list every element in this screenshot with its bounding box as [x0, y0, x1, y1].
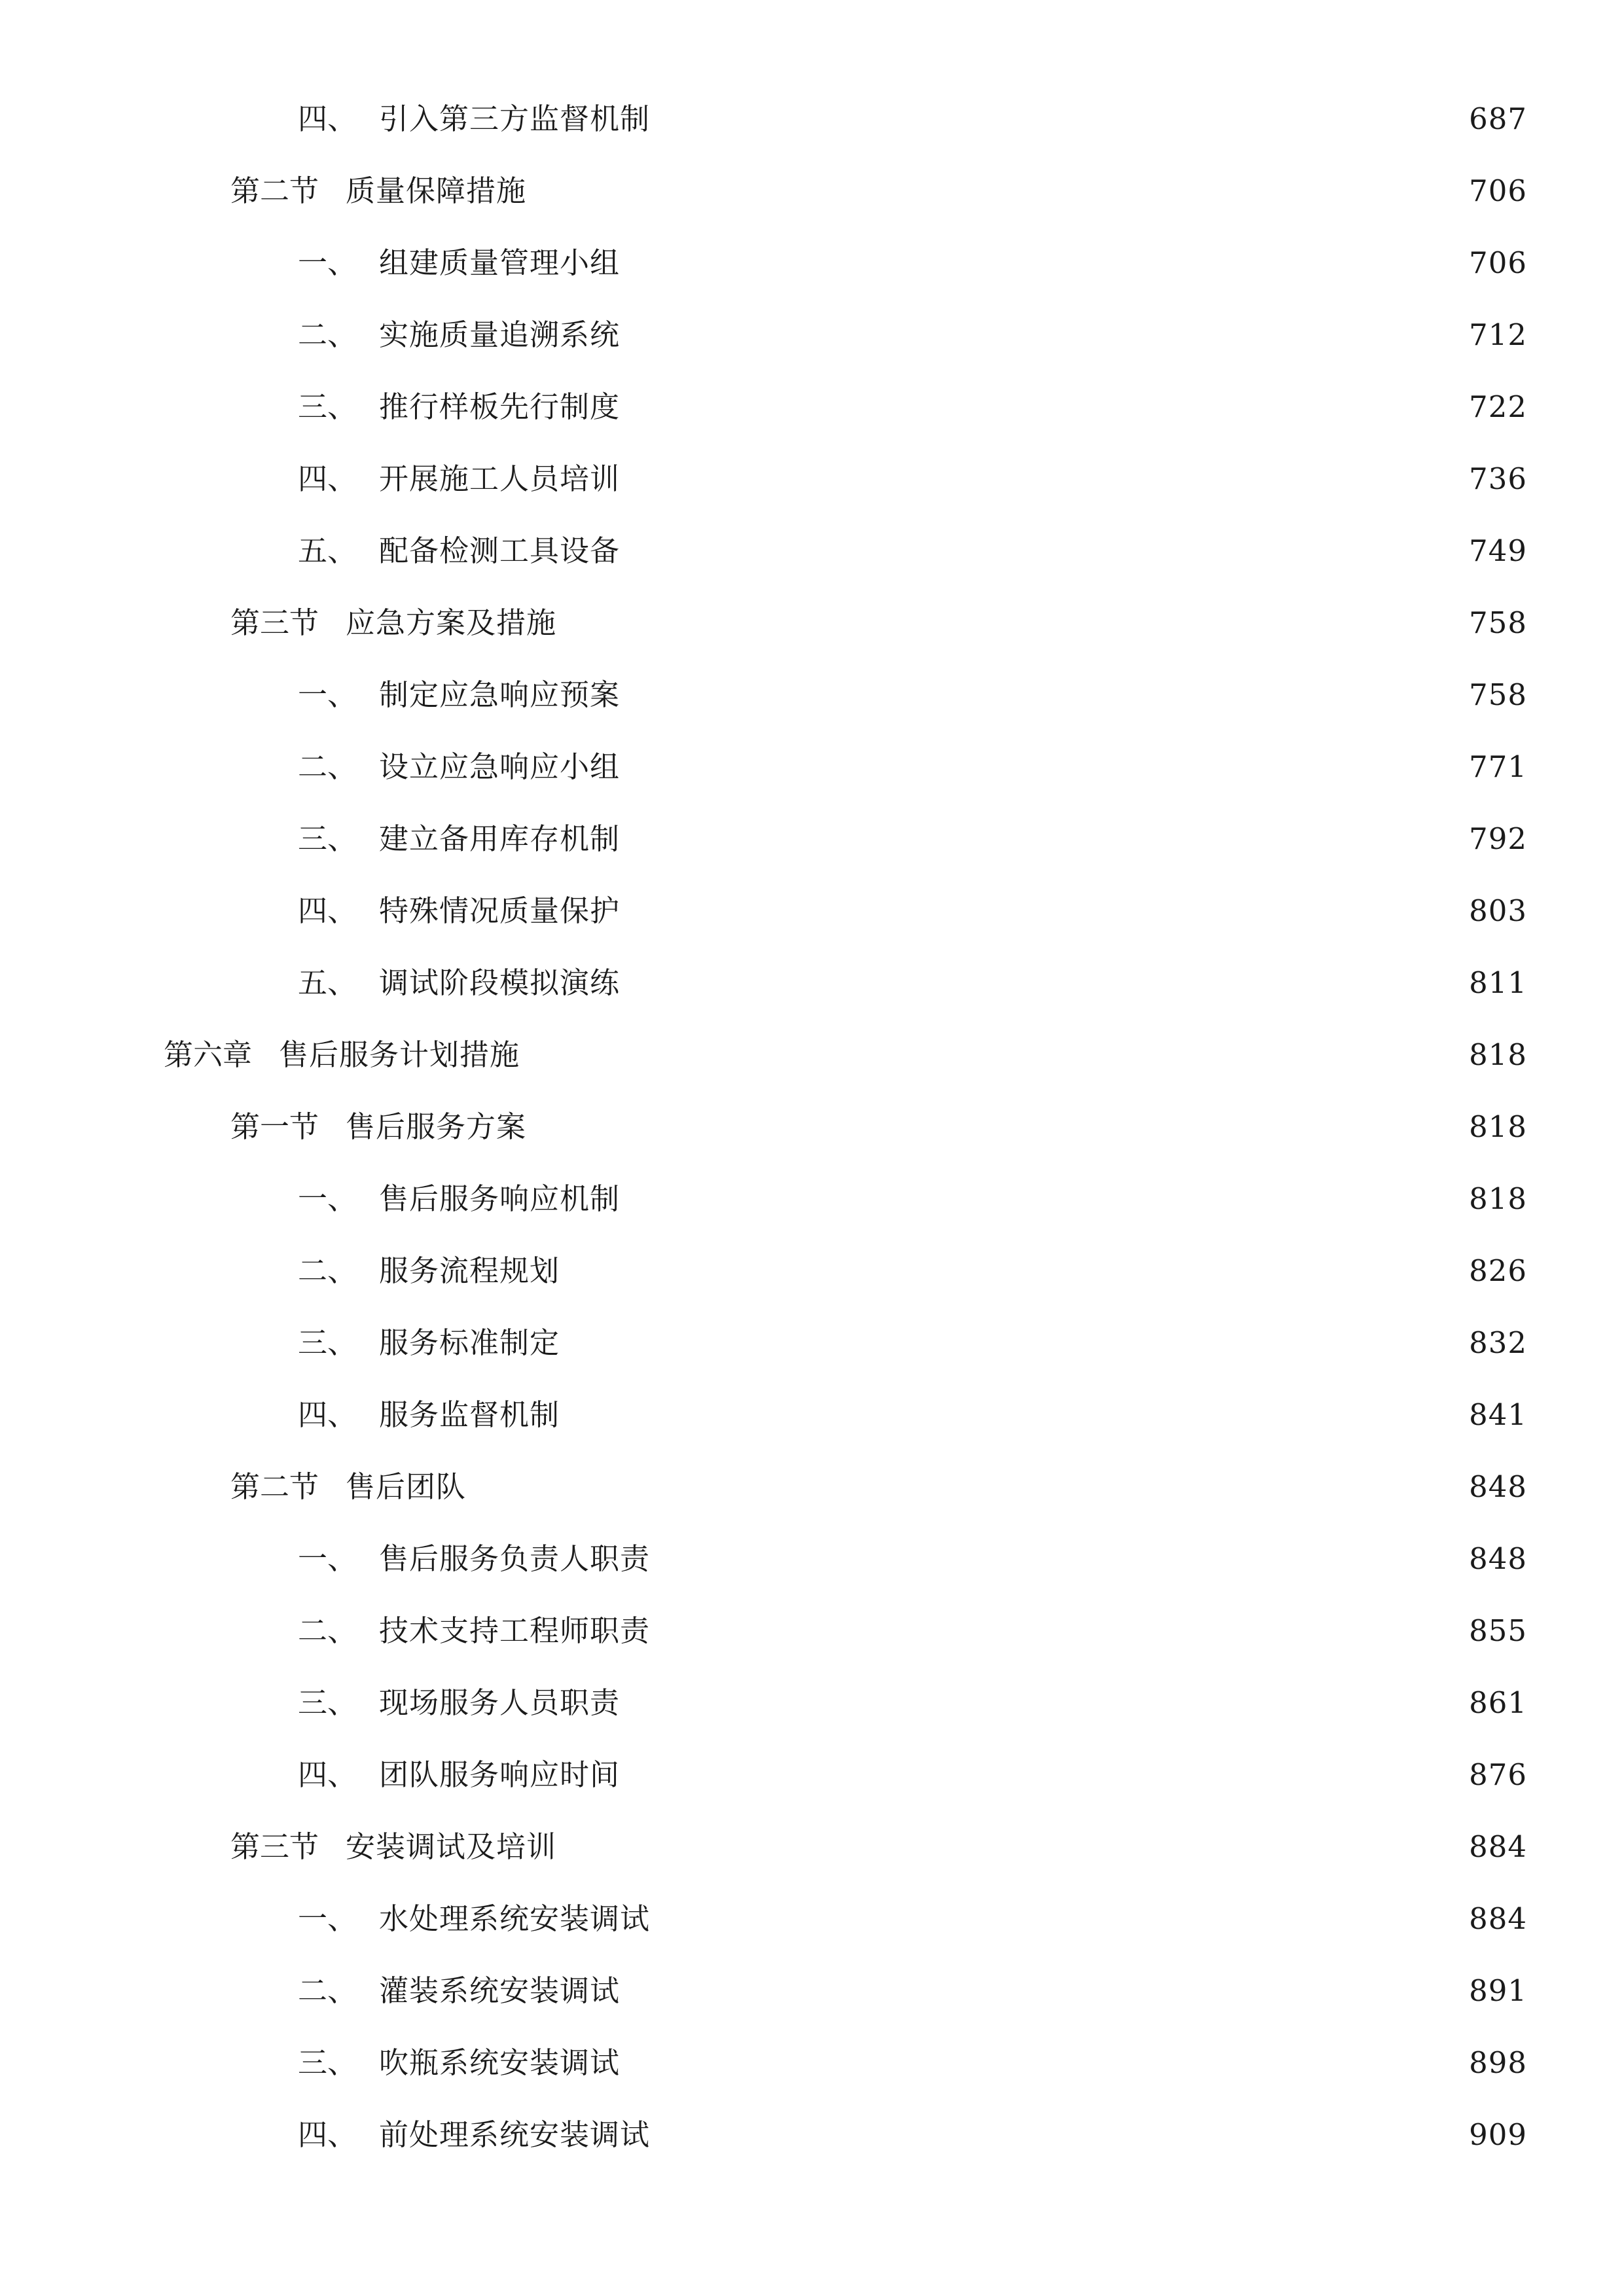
toc-entry-page: 848: [1469, 1541, 1527, 1576]
toc-entry-number: 四、: [298, 893, 357, 928]
dot-leader: [628, 669, 1457, 721]
toc-entry-page: 771: [1469, 749, 1527, 784]
toc-entry-number: 一、: [298, 677, 357, 712]
toc-entry-number: 二、: [298, 317, 357, 352]
dot-leader: [658, 1605, 1457, 1657]
toc-entry-page: 891: [1469, 1973, 1527, 2008]
toc-entry-page: 811: [1469, 965, 1527, 1000]
toc-entry-number: 五、: [298, 533, 357, 568]
toc-entry-title: 售后团队: [346, 1469, 467, 1504]
toc-entry-title: 实施质量追溯系统: [379, 317, 621, 352]
toc-entry-number: 一、: [298, 1181, 357, 1216]
dot-leader: [528, 1029, 1457, 1081]
dot-leader: [628, 453, 1457, 505]
toc-entry[interactable]: [298, 813, 1527, 865]
dot-leader: [628, 885, 1457, 937]
toc-entry-number: 三、: [298, 821, 357, 856]
toc-entry-title: 前处理系统安装调试: [379, 2117, 651, 2152]
toc-entry-page: 818: [1469, 1037, 1527, 1072]
dot-leader: [628, 1677, 1457, 1729]
toc-entry-page: 884: [1469, 1829, 1527, 1864]
toc-entry[interactable]: [298, 2109, 1527, 2161]
toc-entry[interactable]: [298, 237, 1527, 289]
dot-leader: [628, 741, 1457, 793]
toc-entry[interactable]: [298, 525, 1527, 577]
toc-entry-number: 第一节: [230, 1109, 319, 1144]
toc-entry-number: 二、: [298, 749, 357, 784]
toc-entry-number: 四、: [298, 461, 357, 496]
toc-entry-number: 一、: [298, 1541, 357, 1576]
dot-leader: [628, 381, 1457, 433]
toc-entry-page: 884: [1469, 1901, 1527, 1936]
toc-entry[interactable]: [298, 669, 1527, 721]
toc-entry-page: 826: [1469, 1253, 1527, 1288]
toc-entry-page: 687: [1469, 101, 1527, 136]
toc-entry-page: 909: [1469, 2117, 1527, 2152]
toc-entry[interactable]: [298, 1533, 1527, 1585]
toc-entry[interactable]: [298, 1389, 1527, 1441]
toc-entry[interactable]: [164, 1029, 1527, 1081]
toc-entry[interactable]: [230, 165, 1527, 217]
toc-entry-page: 749: [1469, 533, 1527, 568]
toc-entry-number: 三、: [298, 1685, 357, 1720]
toc-entry[interactable]: [298, 93, 1527, 145]
toc-entry-title: 售后服务方案: [346, 1109, 527, 1144]
toc-entry[interactable]: [298, 957, 1527, 1009]
dot-leader: [534, 1101, 1457, 1153]
toc-entry-number: 三、: [298, 1325, 357, 1360]
dot-leader: [628, 1173, 1457, 1225]
toc-entry-number: 第二节: [230, 173, 319, 208]
dot-leader: [564, 597, 1457, 649]
toc-entry-number: 四、: [298, 101, 357, 136]
dot-leader: [474, 1461, 1457, 1513]
toc-entry-page: 848: [1469, 1469, 1527, 1504]
dot-leader: [628, 1749, 1457, 1801]
toc-entry[interactable]: [298, 1317, 1527, 1369]
toc-entry-title: 设立应急响应小组: [379, 749, 621, 784]
dot-leader: [568, 1389, 1457, 1441]
toc-entry[interactable]: [298, 1893, 1527, 1945]
toc-entry[interactable]: [230, 597, 1527, 649]
toc-entry-number: 第二节: [230, 1469, 319, 1504]
toc-entry-title: 水处理系统安装调试: [379, 1901, 651, 1936]
toc-entry-page: 706: [1469, 245, 1527, 280]
toc-entry-number: 二、: [298, 1613, 357, 1648]
toc-entry-number: 三、: [298, 389, 357, 424]
toc-entry-title: 售后服务响应机制: [379, 1181, 621, 1216]
toc-entry-title: 应急方案及措施: [346, 605, 557, 640]
toc-entry-title: 服务标准制定: [379, 1325, 560, 1360]
toc-entry-title: 安装调试及培训: [346, 1829, 557, 1864]
toc-entry-page: 876: [1469, 1757, 1527, 1792]
dot-leader: [628, 957, 1457, 1009]
toc-entry[interactable]: [298, 309, 1527, 361]
toc-entry-title: 推行样板先行制度: [379, 389, 621, 424]
toc-entry-page: 722: [1469, 389, 1527, 424]
toc-entry-title: 吹瓶系统安装调试: [379, 2045, 621, 2080]
toc-entry-title: 售后服务计划措施: [279, 1037, 520, 1072]
toc-entry-page: 758: [1469, 677, 1527, 712]
toc-entry-number: 第六章: [164, 1037, 253, 1072]
toc-entry-number: 一、: [298, 245, 357, 280]
toc-entry[interactable]: [298, 1677, 1527, 1729]
toc-entry-title: 服务监督机制: [379, 1397, 560, 1432]
dot-leader: [658, 93, 1457, 145]
dot-leader: [628, 309, 1457, 361]
dot-leader: [564, 1821, 1457, 1873]
toc-entry[interactable]: [298, 1173, 1527, 1225]
dot-leader: [628, 813, 1457, 865]
toc-entry-title: 制定应急响应预案: [379, 677, 621, 712]
dot-leader: [628, 1965, 1457, 2017]
toc-entry-number: 四、: [298, 1757, 357, 1792]
toc-entry-number: 四、: [298, 1397, 357, 1432]
toc-entry-title: 组建质量管理小组: [379, 245, 621, 280]
dot-leader: [568, 1317, 1457, 1369]
toc-entry-number: 五、: [298, 965, 357, 1000]
toc-entry[interactable]: [230, 1101, 1527, 1153]
toc-entry-title: 技术支持工程师职责: [379, 1613, 651, 1648]
toc-entry[interactable]: [298, 453, 1527, 505]
toc-entry[interactable]: [298, 2037, 1527, 2089]
toc-entry[interactable]: [298, 1749, 1527, 1801]
toc-entry-number: 二、: [298, 1253, 357, 1288]
toc-entry-title: 售后服务负责人职责: [379, 1541, 651, 1576]
toc-entry[interactable]: [298, 1245, 1527, 1297]
toc-entry-number: 三、: [298, 2045, 357, 2080]
toc-entry-page: 706: [1469, 173, 1527, 208]
toc-entry-page: 855: [1469, 1613, 1527, 1648]
toc-entry[interactable]: [230, 1821, 1527, 1873]
toc-entry-title: 开展施工人员培训: [379, 461, 621, 496]
toc-entry-page: 832: [1469, 1325, 1527, 1360]
toc-entry[interactable]: [298, 381, 1527, 433]
toc-entry[interactable]: [230, 1461, 1527, 1513]
toc-entry-page: 758: [1469, 605, 1527, 640]
toc-entry-title: 团队服务响应时间: [379, 1757, 621, 1792]
toc-entry-title: 建立备用库存机制: [379, 821, 621, 856]
dot-leader: [568, 1245, 1457, 1297]
toc-entry-number: 第三节: [230, 605, 319, 640]
toc-entry-page: 818: [1469, 1109, 1527, 1144]
toc-entry-number: 二、: [298, 1973, 357, 2008]
toc-entry-page: 792: [1469, 821, 1527, 856]
toc-entry-page: 736: [1469, 461, 1527, 496]
toc-entry-number: 第三节: [230, 1829, 319, 1864]
toc-entry-title: 服务流程规划: [379, 1253, 560, 1288]
toc-entry-title: 质量保障措施: [346, 173, 527, 208]
toc-entry-number: 一、: [298, 1901, 357, 1936]
toc-entry-title: 特殊情况质量保护: [379, 893, 621, 928]
dot-leader: [658, 1893, 1457, 1945]
toc-entry[interactable]: [298, 885, 1527, 937]
dot-leader: [628, 525, 1457, 577]
toc-entry-page: 861: [1469, 1685, 1527, 1720]
toc-entry[interactable]: [298, 741, 1527, 793]
dot-leader: [628, 2037, 1457, 2089]
toc-entry-page: 818: [1469, 1181, 1527, 1216]
toc-entry-page: 712: [1469, 317, 1527, 352]
dot-leader: [628, 237, 1457, 289]
toc-entry-title: 调试阶段模拟演练: [379, 965, 621, 1000]
dot-leader: [658, 2109, 1457, 2161]
toc-entry-title: 现场服务人员职责: [379, 1685, 621, 1720]
toc-entry-page: 898: [1469, 2045, 1527, 2080]
toc-entry-number: 四、: [298, 2117, 357, 2152]
toc-entry-title: 引入第三方监督机制: [379, 101, 651, 136]
toc-entry-title: 灌装系统安装调试: [379, 1973, 621, 2008]
dot-leader: [658, 1533, 1457, 1585]
toc-entry[interactable]: [298, 1605, 1527, 1657]
dot-leader: [534, 165, 1457, 217]
toc-entry-title: 配备检测工具设备: [379, 533, 621, 568]
toc-entry[interactable]: [298, 1965, 1527, 2017]
toc-entry-page: 841: [1469, 1397, 1527, 1432]
toc-entry-page: 803: [1469, 893, 1527, 928]
